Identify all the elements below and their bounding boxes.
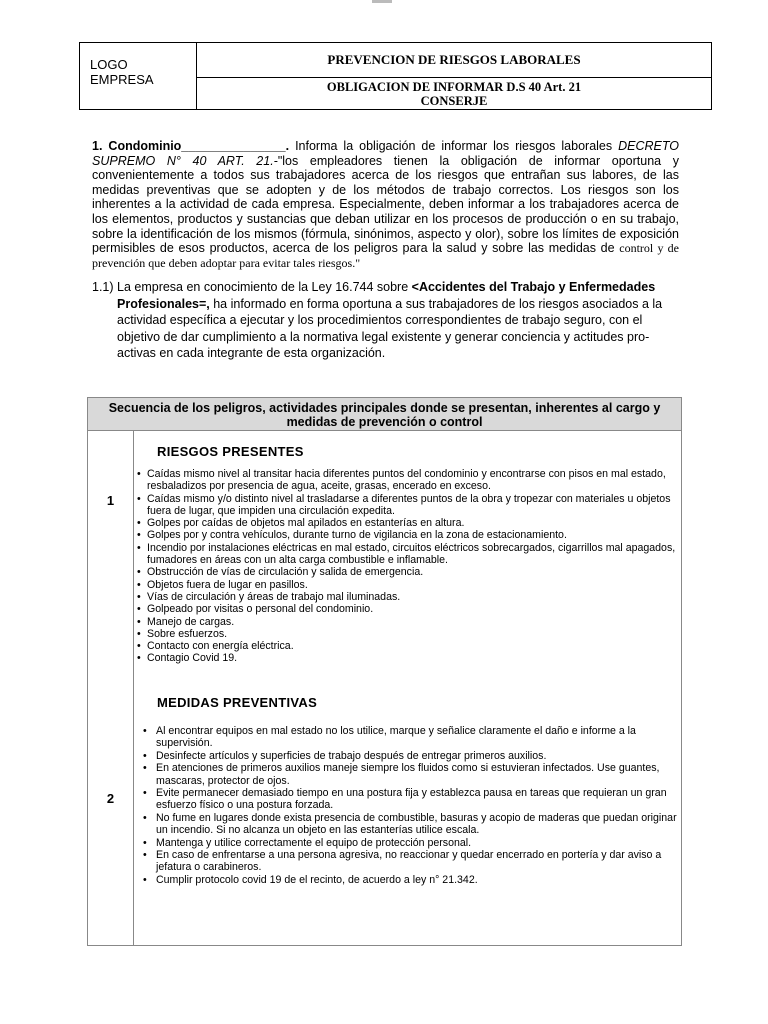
point-number: 1.1) xyxy=(92,280,114,294)
document-title: PREVENCION DE RIESGOS LABORALES xyxy=(197,43,711,78)
risks-title: RIESGOS PRESENTES xyxy=(157,444,304,459)
risk-item: • Golpeado por visitas o personal del condominio. xyxy=(136,603,678,615)
logo-line2: EMPRESA xyxy=(90,72,154,87)
document-subtitle xyxy=(197,78,711,109)
row-number-column xyxy=(88,431,134,945)
subtitle-line2: CONSERJE xyxy=(420,93,488,108)
point-1-1 xyxy=(92,279,679,362)
risk-item: • Contacto con energía eléctrica. xyxy=(136,640,678,652)
measures-list xyxy=(142,725,678,886)
risk-item: • Golpes por y contra vehículos, durante turno de vigilancia en la zona de estacionamiento. xyxy=(136,529,678,541)
intro-text1: Informa la obligación de informar los riesgos laborales xyxy=(289,139,619,153)
risk-item: • Caídas mismo nivel al transitar hacia diferentes puntos del condominio y encontrarse con pisos en mal estado, resbaladizos por presencia de agua, aceite, grasas, encerado en exceso. xyxy=(136,468,678,493)
intro-lead: 1. Condominio_______________. xyxy=(92,139,290,153)
risk-item: • Manejo de cargas. xyxy=(136,616,678,628)
risk-item: • Objetos fuera de lugar en pasillos. xyxy=(136,579,678,591)
row-number-2: 2 xyxy=(106,791,115,806)
measure-item: • En atenciones de primeros auxilios maneje siempre los fluidos como si estuvieran infectados. Use guantes, mascaras, protector de ojos. xyxy=(142,762,678,787)
risk-table xyxy=(87,397,682,946)
logo-line1: LOGO xyxy=(90,57,128,72)
subtitle-line1: OBLIGACION DE INFORMAR D.S 40 Art. 21 xyxy=(326,79,582,94)
risk-item: • Golpes por caídas de objetos mal apilados en estanterías en altura. xyxy=(136,517,678,529)
risk-item: • Caídas mismo y/o distinto nivel al trasladarse a diferentes puntos de la obra y tropezar con materiales u objetos fuera de lugar, que impiden una circulación expedita. xyxy=(136,493,678,518)
measure-item: • Al encontrar equipos en mal estado no los utilice, marque y señalice claramente el daño e informe a la supervisión. xyxy=(142,725,678,750)
intro-text2: "los empleadores tienen la obligación de informar oportuna y convenientemente a todos sus trabajadores acerca de los riesgos que entrañan sus labores, de las medidas preventivas que se adopten y de los métodos de trabajo correctos. Los riesgos son los inherentes a la actividad de cada empresa. Especialmente, deben informar a los trabajadores acerca de los elementos, productos y sustancias que deban utilizar en los procesos de producción o en su trabajo, sobre la identificación de los mismos (fórmula, sinónimos, aspecto y olor), sobre los límites de exposición permisibles de esos productos, acerca de los peligros para la salud y sobre las medidas de xyxy=(92,153,680,256)
risk-item: • Sobre esfuerzos. xyxy=(136,628,678,640)
point-text-b: ha informado en forma oportuna a sus trabajadores de los riesgos asociados a la actividad específica a ejecutar y los procedimientos correspondientes de trabajo seguro, con el objetivo de dar cumplimiento a la normativa legal existente y generar conciencia y actitudes pro-activas en cada integrante de esta organización. xyxy=(117,296,663,360)
logo-placeholder xyxy=(80,43,197,109)
row-number-1: 1 xyxy=(106,493,115,508)
risk-item: • Contagio Covid 19. xyxy=(136,652,678,664)
intro-paragraph xyxy=(92,139,679,270)
measure-item: • No fume en lugares donde exista presencia de combustible, basuras y acopio de maderas que puedan originar un incendio. Si no alcanza un objeto en las estanterías utilice escala. xyxy=(142,812,678,837)
measure-item: • Mantenga y utilice correctamente el equipo de protección personal. xyxy=(142,837,678,849)
measures-title: MEDIDAS PREVENTIVAS xyxy=(157,695,318,710)
point-law: <Accidentes del Trabajo y Enfermedades Profesionales=, xyxy=(117,280,656,311)
risk-item: • Vías de circulación y áreas de trabajo mal iluminadas. xyxy=(136,591,678,603)
intro-text3: control y de prevención que deben adoptar para evitar tales riesgos." xyxy=(92,241,679,270)
measure-item: • Desinfecte artículos y superficies de trabajo después de entregar primeros auxilios. xyxy=(142,750,678,762)
risk-item: • Incendio por instalaciones eléctricas en mal estado, circuitos eléctricos sobrecargados, cigarrillos mal apagados, fumadores en áreas con un alta carga combustible e inflamable. xyxy=(136,542,678,567)
risks-list xyxy=(136,468,678,665)
header-titles xyxy=(197,43,711,109)
intro-decree: DECRETO SUPREMO N° 40 ART. 21.- xyxy=(92,139,679,168)
risk-item: • Obstrucción de vías de circulación y salida de emergencia. xyxy=(136,566,678,578)
measure-item: • En caso de enfrentarse a una persona agresiva, no reaccionar y quedar encerrado en portería y dar aviso a jefatura o carabineros. xyxy=(142,849,678,874)
point-text-a: La empresa en conocimiento de la Ley 16.744 sobre xyxy=(117,280,412,294)
measure-item: • Cumplir protocolo covid 19 de el recinto, de acuerdo a ley n° 21.342. xyxy=(142,874,678,886)
point-body xyxy=(92,279,679,362)
document-header xyxy=(79,42,712,110)
risk-table-header xyxy=(88,398,681,431)
page-top-mark xyxy=(372,0,392,3)
measure-item: • Evite permanecer demasiado tiempo en una postura fija y establezca pausa en tareas que requieran un gran esfuerzo físico o una postura forzada. xyxy=(142,787,678,812)
table-header-line1: Secuencia de los peligros, actividades principales donde se presentan, inherentes al cargo y xyxy=(108,401,661,415)
table-header-line2: medidas de prevención o control xyxy=(286,415,483,429)
